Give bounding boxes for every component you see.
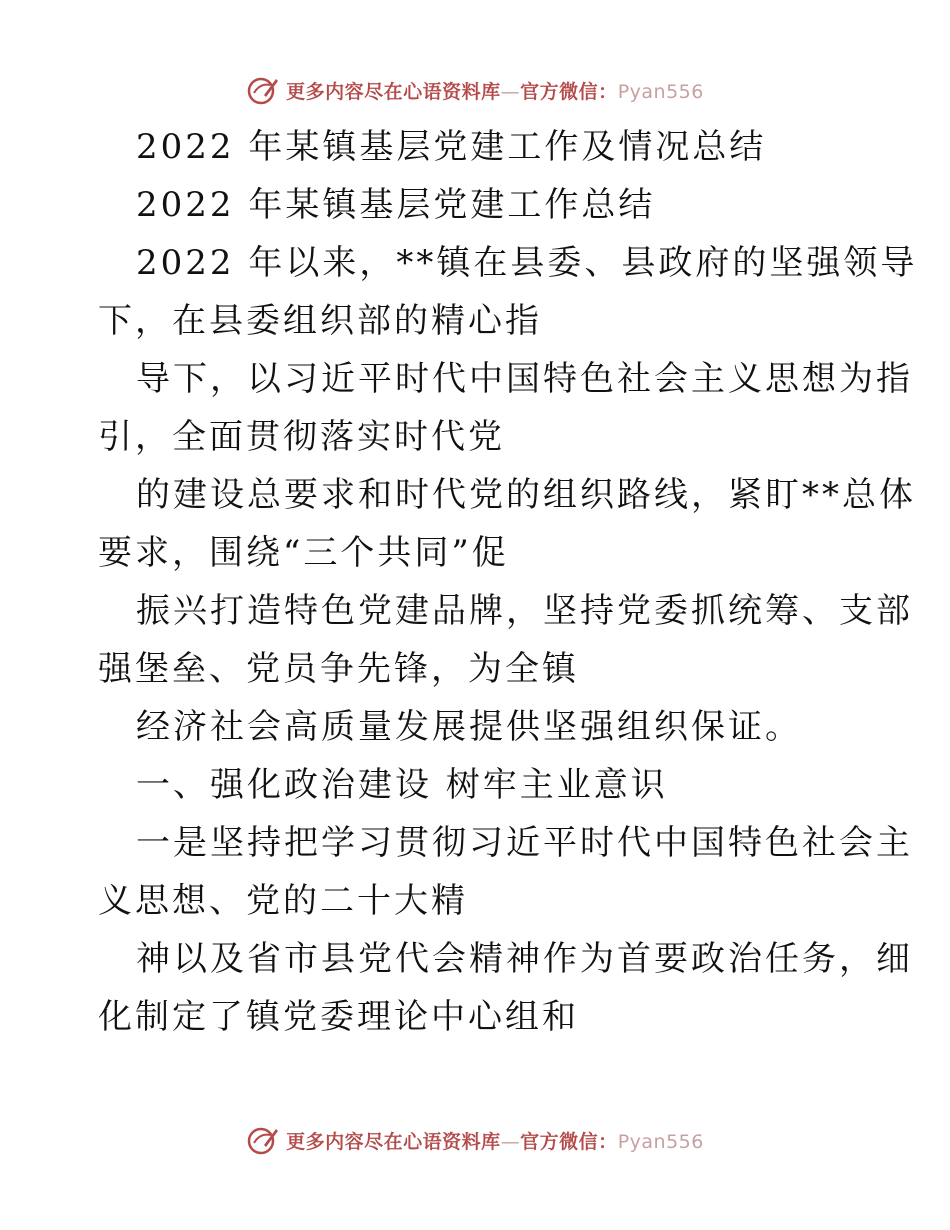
text-line: 的建设总要求和时代党的组织路线，紧盯**总体 <box>136 475 916 515</box>
watermark-contact-label: 官方微信： <box>520 80 618 103</box>
text-line: 下，在县委组织部的精心指 <box>98 301 542 341</box>
text-line: 引，全面贯彻落实时代党 <box>98 417 505 457</box>
watermark-main-text: 更多内容尽在心语资料库 <box>286 1130 501 1153</box>
text-line: 2022 年某镇基层党建工作总结 <box>136 185 656 225</box>
watermark-text <box>286 77 704 104</box>
watermark-handle: Pyan556 <box>617 1130 704 1153</box>
text-line: 神以及省市县党代会精神作为首要政治任务，细 <box>136 939 913 979</box>
watermark-separator: — <box>500 80 521 103</box>
text-line: 振兴打造特色党建品牌，坚持党委抓统筹、支部 <box>136 591 913 631</box>
watermark-handle: Pyan556 <box>617 80 704 103</box>
pen-logo-icon <box>246 73 280 107</box>
text-line: 一、强化政治建设 树牢主业意识 <box>136 765 668 805</box>
text-line: 要求，围绕“三个共同”促 <box>98 533 509 573</box>
text-line: 一是坚持把学习贯彻习近平时代中国特色社会主 <box>136 823 913 863</box>
text-line: 2022 年以来，**镇在县委、县政府的坚强领导 <box>136 243 918 283</box>
text-line: 导下，以习近平时代中国特色社会主义思想为指 <box>136 359 913 399</box>
text-line: 强堡垒、党员争先锋，为全镇 <box>98 649 579 689</box>
text-line: 义思想、党的二十大精 <box>98 881 468 921</box>
pen-logo-icon <box>246 1123 280 1157</box>
header-watermark <box>0 70 950 110</box>
text-line: 经济社会高质量发展提供坚强组织保证。 <box>136 707 802 747</box>
watermark-contact-label: 官方微信： <box>520 1130 618 1153</box>
footer-watermark <box>0 1120 950 1160</box>
watermark-main-text: 更多内容尽在心语资料库 <box>286 80 501 103</box>
text-line: 2022 年某镇基层党建工作及情况总结 <box>136 127 767 167</box>
text-line: 化制定了镇党委理论中心组和 <box>98 997 579 1037</box>
watermark-separator: — <box>500 1130 521 1153</box>
watermark-text <box>286 1127 704 1154</box>
document-body <box>98 118 918 1046</box>
